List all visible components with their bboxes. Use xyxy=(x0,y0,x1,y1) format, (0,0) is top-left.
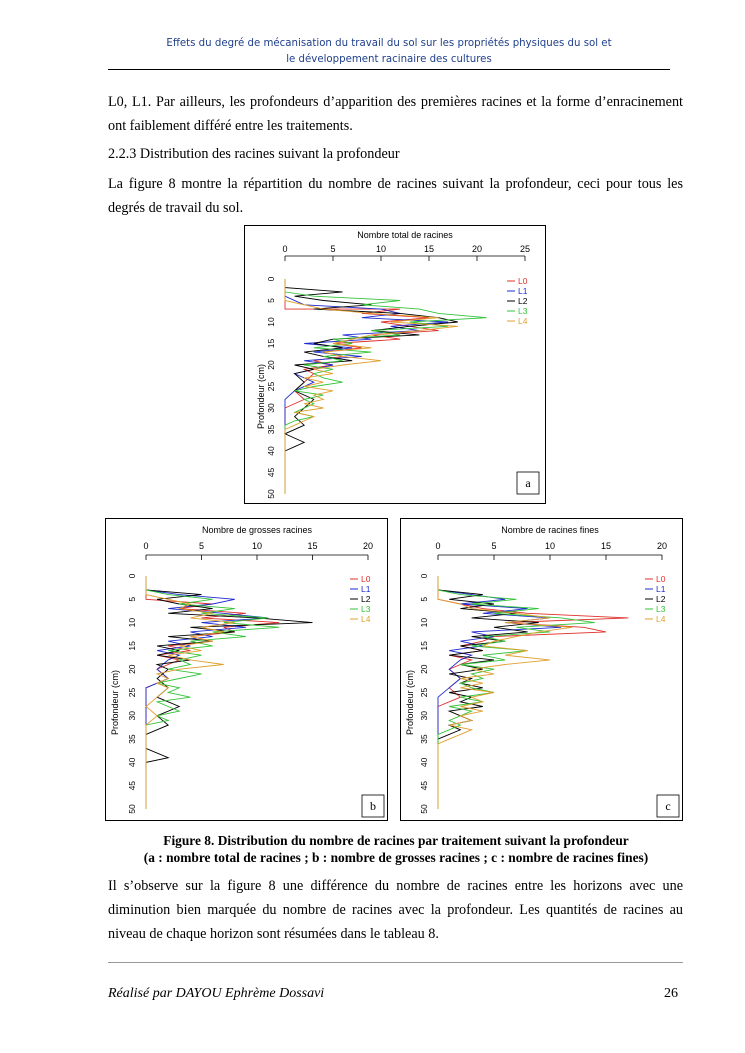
legend-label-l0: L0 xyxy=(656,574,666,584)
figure-a xyxy=(244,225,546,504)
series-line-l1 xyxy=(285,279,448,494)
x-tick-label: 0 xyxy=(282,244,288,254)
legend-label-l3: L3 xyxy=(361,604,371,614)
figure-caption xyxy=(96,832,696,866)
y-tick-label: 0 xyxy=(127,573,137,579)
x-tick-label: 0 xyxy=(143,541,149,551)
x-tick-label: 10 xyxy=(375,244,387,254)
y-tick-label: 50 xyxy=(266,489,276,499)
caption-line-1: Figure 8. Distribution du nombre de racines par traitement suivant la profondeur xyxy=(163,833,629,848)
figure-c xyxy=(400,518,683,821)
y-tick-label: 10 xyxy=(127,617,137,628)
legend-label-l4: L4 xyxy=(518,316,528,326)
y-tick-label: 20 xyxy=(127,664,137,674)
y-tick-label: 5 xyxy=(419,596,429,602)
x-tick-label: 20 xyxy=(362,541,374,551)
x-tick-label: 10 xyxy=(251,541,263,551)
y-tick-label: 30 xyxy=(127,711,137,721)
paragraph-figure-intro: La figure 8 montre la répartition du nombre de racines suivant la profondeur, ceci pour tous les degrés de travail du sol. xyxy=(108,176,683,216)
y-tick-label: 45 xyxy=(127,780,137,791)
y-tick-label: 25 xyxy=(266,381,276,392)
section-heading: 2.2.3 Distribution des racines suivant la profondeur xyxy=(108,146,400,162)
x-tick-label: 25 xyxy=(519,244,531,254)
panel-label: a xyxy=(525,476,531,490)
y-tick-label: 30 xyxy=(266,403,276,413)
series-line-l1 xyxy=(438,576,561,809)
y-tick-label: 20 xyxy=(266,360,276,370)
legend-label-l2: L2 xyxy=(656,594,666,604)
footer-author: Réalisé par DAYOU Ephrème Dossavi xyxy=(108,986,325,1001)
legend-label-l4: L4 xyxy=(656,614,666,624)
series-line-l4 xyxy=(285,279,458,494)
y-tick-label: 35 xyxy=(127,734,137,744)
legend-label-l1: L1 xyxy=(361,584,371,594)
legend-label-l3: L3 xyxy=(518,306,528,316)
x-tick-label: 5 xyxy=(491,541,497,551)
series-line-l2 xyxy=(285,279,458,494)
x-tick-label: 10 xyxy=(544,541,556,551)
series-line-l3 xyxy=(438,576,595,809)
y-tick-label: 35 xyxy=(419,734,429,744)
panel-label: b xyxy=(370,799,376,813)
x-tick-label: 5 xyxy=(330,244,336,254)
x-tick-label: 0 xyxy=(435,541,441,551)
legend-label-l2: L2 xyxy=(361,594,371,604)
y-axis-label: Profondeur (cm) xyxy=(405,669,415,736)
footer-rule xyxy=(108,962,683,963)
y-tick-label: 5 xyxy=(266,298,276,303)
y-axis-label: Profondeur (cm) xyxy=(110,669,120,736)
legend-label-l4: L4 xyxy=(361,614,371,624)
y-tick-label: 15 xyxy=(419,641,429,651)
page-number: 26 xyxy=(664,986,678,1001)
y-tick-label: 50 xyxy=(127,804,137,814)
chart-title: Nombre de grosses racines xyxy=(201,525,313,535)
y-tick-label: 40 xyxy=(127,757,137,768)
chart-title: Nombre de racines fines xyxy=(501,525,599,535)
legend-label-l1: L1 xyxy=(518,286,528,296)
y-tick-label: 45 xyxy=(419,780,429,791)
y-tick-label: 40 xyxy=(266,446,276,456)
header-rule xyxy=(108,69,670,70)
series-line-l3 xyxy=(285,279,487,494)
y-tick-label: 45 xyxy=(266,467,276,478)
y-tick-label: 10 xyxy=(266,317,276,327)
series-line-l0 xyxy=(146,576,279,809)
series-line-l0 xyxy=(438,576,628,809)
caption-line-2: (a : nombre total de racines ; b : nombre de grosses racines ; c : nombre de racines fines) xyxy=(143,850,649,865)
legend-label-l3: L3 xyxy=(656,604,666,614)
header-line-2: le développement racinaire des cultures xyxy=(286,54,492,65)
series-line-l2 xyxy=(438,576,539,809)
x-tick-label: 20 xyxy=(471,244,483,254)
y-tick-label: 5 xyxy=(127,596,137,602)
legend-label-l2: L2 xyxy=(518,296,528,306)
y-tick-label: 0 xyxy=(266,276,276,282)
chart-large-roots xyxy=(106,519,387,820)
legend-label-l1: L1 xyxy=(656,584,666,594)
chart-title: Nombre total de racines xyxy=(357,230,453,240)
y-tick-label: 15 xyxy=(266,338,276,349)
series-line-l2 xyxy=(146,576,313,809)
y-tick-label: 40 xyxy=(419,757,429,768)
y-tick-label: 20 xyxy=(419,664,429,674)
running-header xyxy=(108,36,670,68)
y-tick-label: 35 xyxy=(266,424,276,435)
chart-total-roots xyxy=(245,226,545,503)
x-tick-label: 20 xyxy=(656,541,668,551)
y-tick-label: 25 xyxy=(419,687,429,698)
y-tick-label: 0 xyxy=(419,573,429,579)
chart-fine-roots xyxy=(401,519,682,820)
y-tick-label: 50 xyxy=(419,804,429,814)
legend-label-l0: L0 xyxy=(518,276,528,286)
panel-label: c xyxy=(665,799,671,813)
x-tick-label: 15 xyxy=(307,541,318,551)
paragraph-conclusion: Il s’observe sur la figure 8 une différence du nombre de racines entre les horizons avec une diminution bien marquée du nombre de racines avec la profondeur. Les quantités de racines au niveau de chaque horizon sont résumées dans le tableau 8. xyxy=(108,878,683,942)
legend-label-l0: L0 xyxy=(361,574,371,584)
y-tick-label: 30 xyxy=(419,711,429,721)
y-tick-label: 10 xyxy=(419,617,429,628)
paragraph-intro: L0, L1. Par ailleurs, les profondeurs d’apparition des premières racines et la forme d’enracinement ont faiblement différé entre les traitements. xyxy=(108,94,683,134)
x-tick-label: 15 xyxy=(423,244,435,254)
y-axis-label: Profondeur (cm) xyxy=(256,363,266,430)
y-tick-label: 15 xyxy=(126,641,137,651)
x-tick-label: 15 xyxy=(600,541,612,551)
x-tick-label: 5 xyxy=(198,541,205,551)
figure-b xyxy=(105,518,388,821)
y-tick-label: 25 xyxy=(127,687,137,698)
header-line-1: Effets du degré de mécanisation du travail du sol sur les propriétés physiques du sol et xyxy=(166,38,612,49)
